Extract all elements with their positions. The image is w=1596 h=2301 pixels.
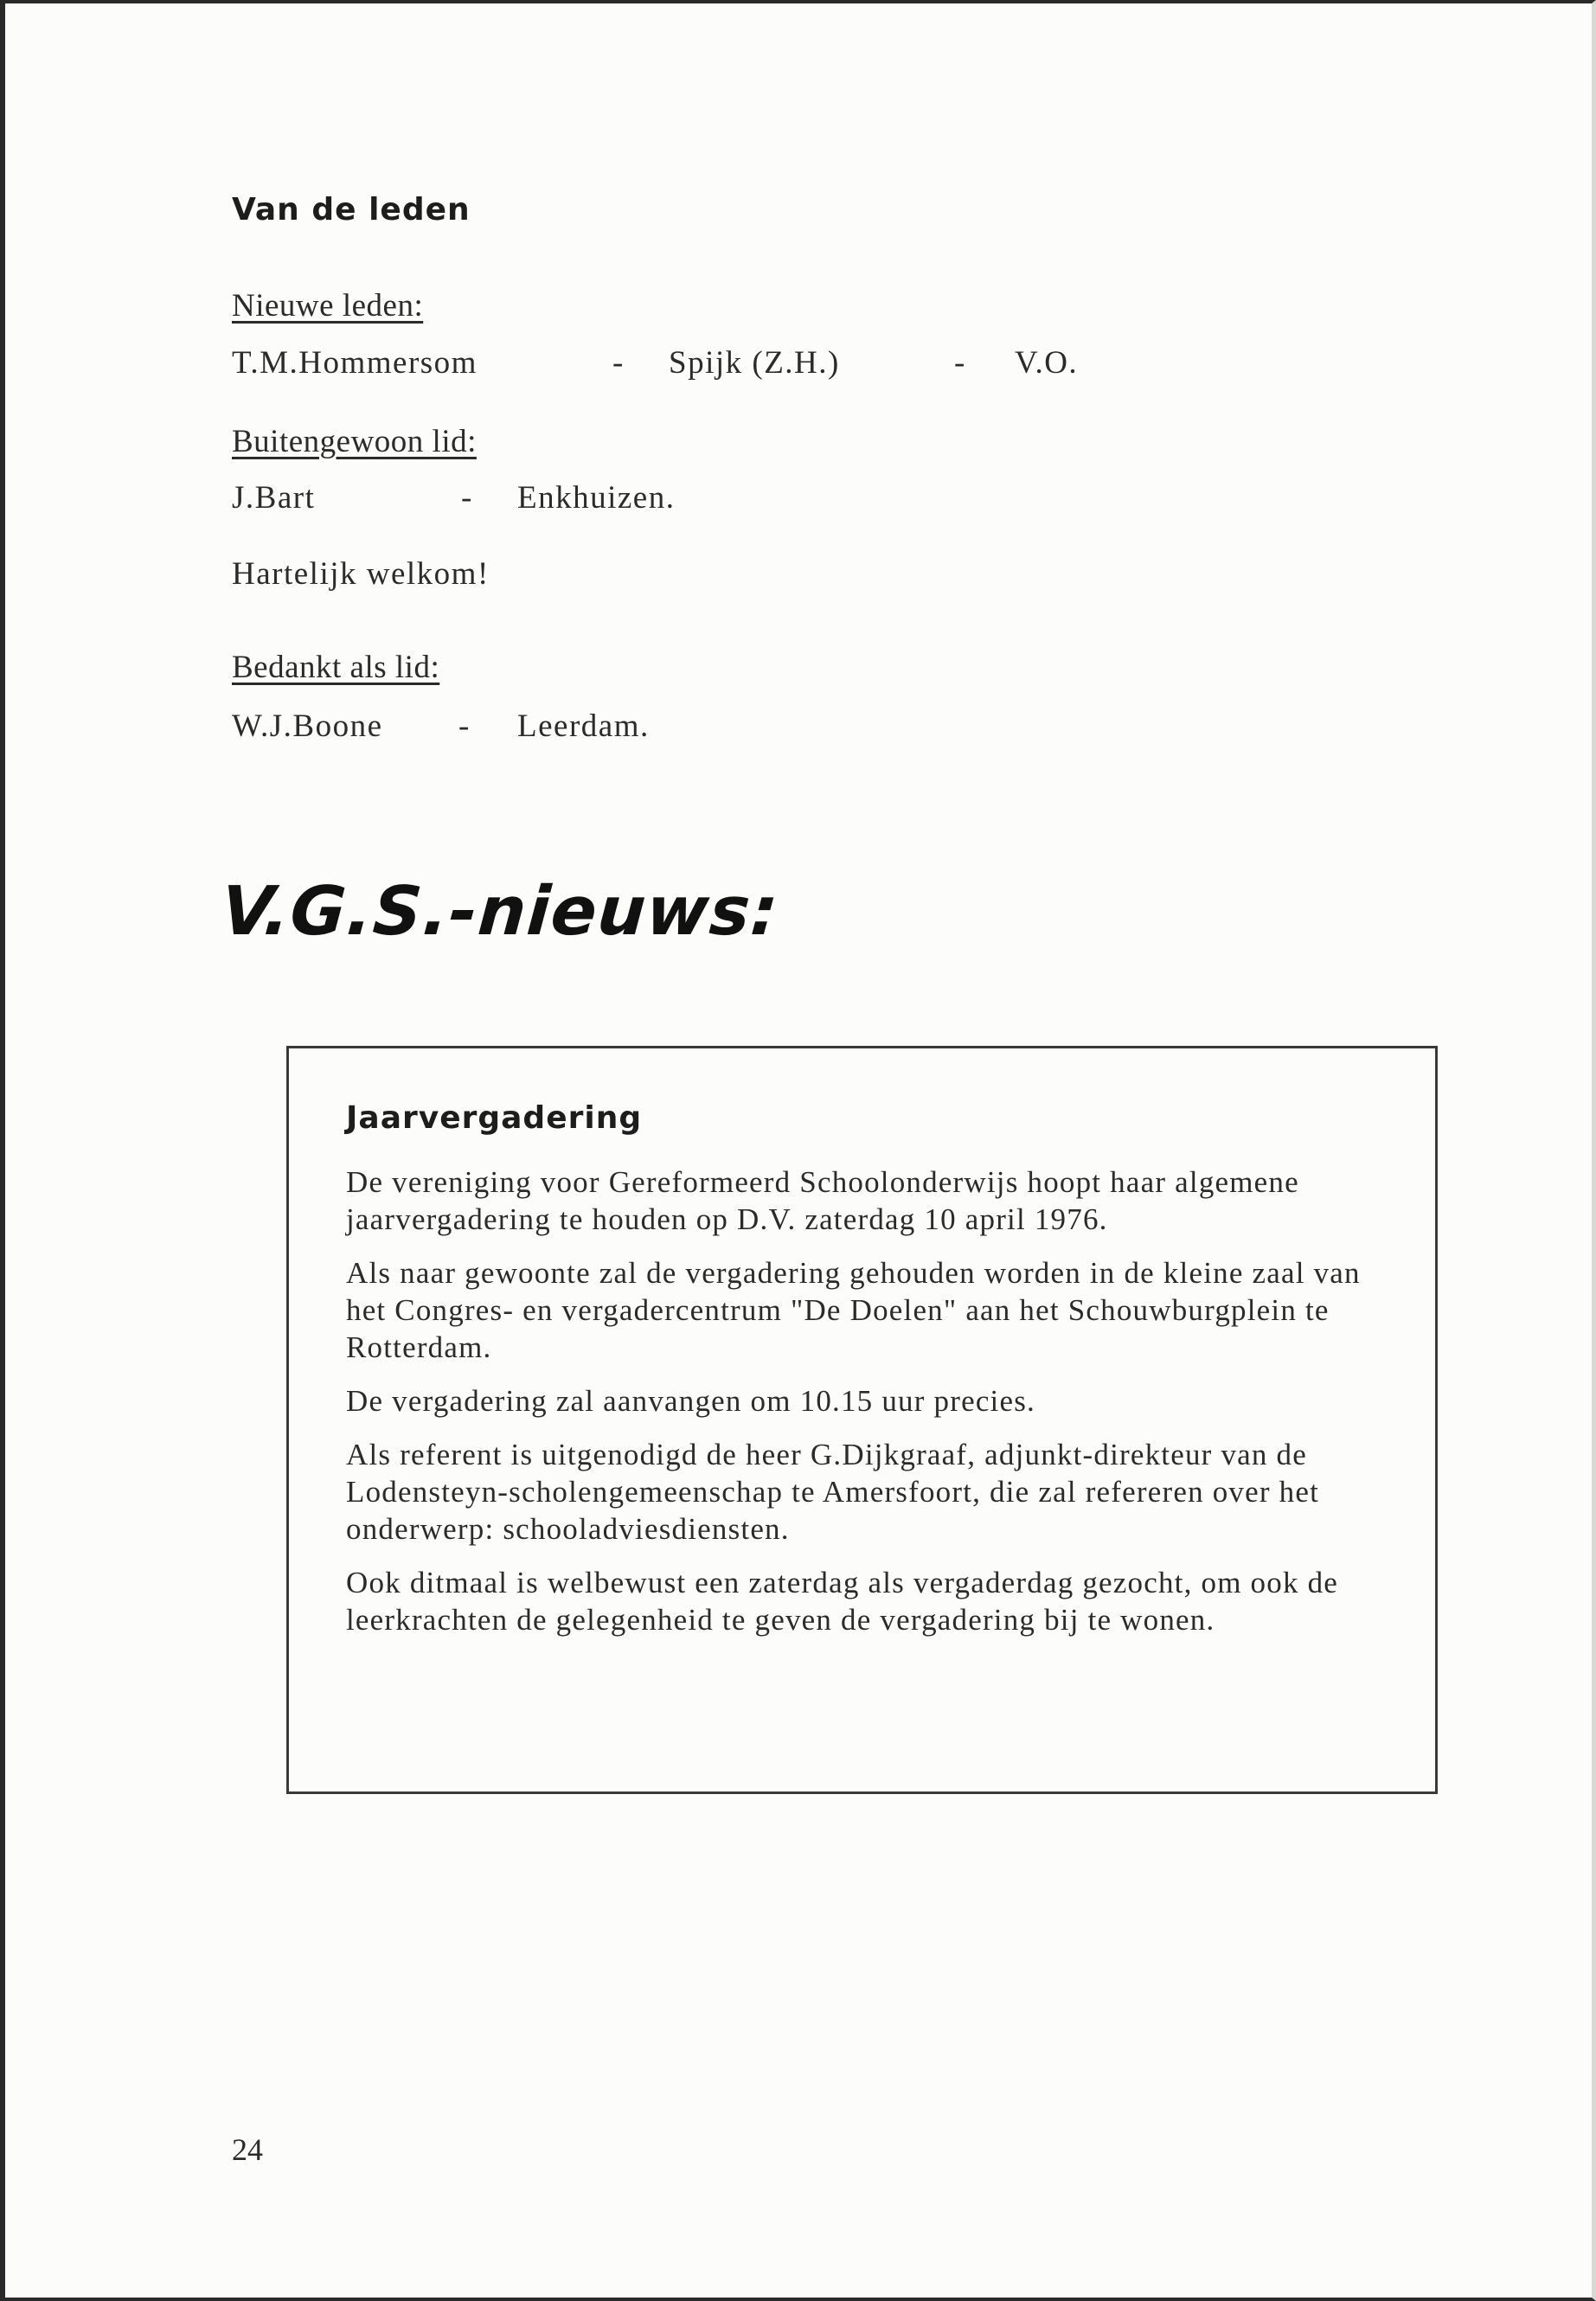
- separator: -: [612, 345, 625, 381]
- label-nieuwe-leden: Nieuwe leden:: [232, 288, 424, 324]
- label-buitengewoon-lid: Buitengewoon lid:: [232, 424, 477, 459]
- box-paragraph: De vereniging voor Gereformeerd Schoolonderwijs hoopt haar algemene jaarvergadering te houden op D.V. zaterdag 10 april 1976.: [346, 1165, 1299, 1236]
- member-entry-buitengewoon: [232, 479, 676, 516]
- vgs-news-title: V.G.S.-nieuws:: [218, 873, 782, 951]
- member-entry-new: [232, 344, 1079, 381]
- box-heading: Jaarvergadering: [346, 1100, 643, 1136]
- member-name: W.J.Boone: [232, 708, 383, 744]
- member-entry-bedankt: [232, 708, 650, 745]
- page-number: 24: [232, 2132, 263, 2167]
- box-paragraph: Als referent is uitgenodigd de heer G.Dijkgraaf, adjunkt-direkteur van de Lodensteyn-scholengemeenschap te Amersfoort, die zal refereren over het onderwerp: schooladviesdiensten.: [346, 1438, 1320, 1546]
- member-place: Leerdam.: [517, 708, 650, 744]
- separator: -: [954, 345, 966, 381]
- jaarvergadering-box: [286, 1046, 1438, 1794]
- box-paragraph: De vergadering zal aanvangen om 10.15 uur precies.: [346, 1384, 1035, 1418]
- welcome-text: Hartelijk welkom!: [232, 556, 490, 592]
- label-bedankt-als-lid: Bedankt als lid:: [232, 650, 440, 685]
- section-heading-van-de-leden: Van de leden: [232, 192, 471, 228]
- member-place: Spijk (Z.H.): [669, 345, 840, 381]
- box-paragraph: Als naar gewoonte zal de vergadering gehouden worden in de kleine zaal van het Congres- en vergadercentrum "De Doelen" aan het Schouwburgplein te Rotterdam.: [346, 1256, 1361, 1364]
- member-name: J.Bart: [232, 480, 316, 516]
- separator: -: [458, 708, 471, 744]
- member-place: Enkhuizen.: [517, 480, 676, 516]
- member-type: V.O.: [1015, 345, 1079, 381]
- separator: -: [461, 480, 473, 516]
- box-paragraph: Ook ditmaal is welbewust een zaterdag als vergaderdag gezocht, om ook de leerkrachten de gelegenheid te geven de vergadering bij te wonen.: [346, 1566, 1339, 1637]
- member-name: T.M.Hommersom: [232, 345, 478, 381]
